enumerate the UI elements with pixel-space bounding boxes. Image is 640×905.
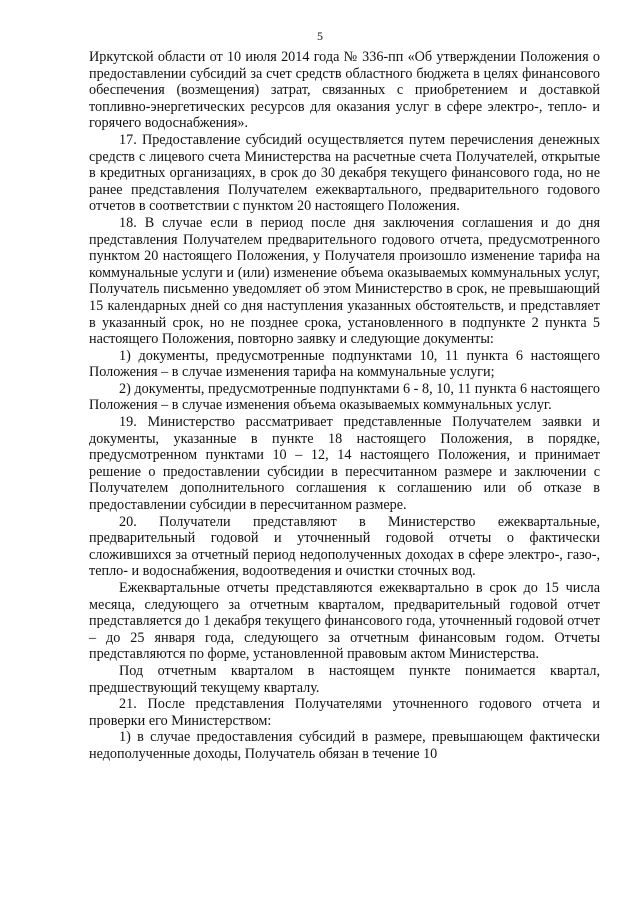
paragraph-20-reports: Ежеквартальные отчеты представляются ежеквартально в срок до 15 числа месяца, следующего за отчетным кварталом, предварительный годовой отчет представляется до 1 декабря текущего финансового года, уточненный годовой отчет – до 25 января года, следующего за отчетным финансовым годом. Отчеты представляются по форме, установленной правовым актом Министерства. (89, 580, 600, 663)
paragraph-18-item-1: 1) документы, предусмотренные подпунктами 10, 11 пункта 6 настоящего Положения – в случае изменения тарифа на коммунальные услуги; (89, 347, 600, 381)
page-number: 5 (317, 29, 323, 43)
paragraph-20-quarter: Под отчетным кварталом в настоящем пункте понимается квартал, предшествующий текущему кварталу. (89, 662, 600, 696)
paragraph-19: 19. Министерство рассматривает представленные Получателем заявки и документы, указанные в пункте 18 настоящего Положения, в порядке, предусмотренном пунктами 10 – 12, 14 настоящего Положения, и принимает решение о предоставлении субсидии в пересчитанном размере и заключении с Получателем дополнительного соглашения к соглашению или об отказе в предоставлении субсидии в пересчитанном размере. (89, 414, 600, 514)
paragraph-17: 17. Предоставление субсидий осуществляется путем перечисления денежных средств с лицевого счета Министерства на расчетные счета Получателей, открытые в кредитных организациях, в срок до 30 декабря текущего финансового года, но не ранее представления Получателем ежеквартального, предварительного годового отчетов в соответствии с пунктом 20 настоящего Положения. (89, 131, 600, 215)
paragraph-21-item-1: 1) в случае предоставления субсидий в размере, превышающем фактически недополученные доходы, Получатель обязан в течение 10 (89, 729, 600, 762)
paragraph-20: 20. Получатели представляют в Министерство ежеквартальные, предварительный годовой и уточненный годовой отчеты о фактически сложившихся за отчетный период недополученных доходах в сфере электро-, газо-, тепло- и водоснабжения, водоотведения и очистки сточных вод. (89, 513, 600, 580)
paragraph-18: 18. В случае если в период после дня заключения соглашения и до дня представления Получателем предварительного годового отчета, предусмотренного пунктом 20 настоящего Положения, у Получателя произошло изменение тарифа на коммунальные услуги и (или) изменение объема оказываемых коммунальных услуг, Получатель письменно уведомляет об этом Министерство в срок, не превышающий 15 календарных дней со дня наступления указанных обстоятельств, и представляет в указанный срок, но не позднее срока, установленного в подпункте 2 пункта 5 настоящего Положения, повторно заявку и следующие документы: (89, 214, 600, 348)
document-body (89, 49, 600, 763)
paragraph-21: 21. После представления Получателями уточненного годового отчета и проверки его Министерством: (89, 696, 600, 729)
paragraph-continuation: Иркутской области от 10 июля 2014 года № 336-пп «Об утверждении Положения о предоставлении субсидий за счет средств областного бюджета в целях финансового обеспечения (возмещения) затрат, связанных с приобретением и доставкой топливно-энергетических ресурсов для оказания услуг в сфере электро-, тепло- и горячего водоснабжения». (89, 49, 600, 132)
paragraph-18-item-2: 2) документы, предусмотренные подпунктами 6 - 8, 10, 11 пункта 6 настоящего Положения – в случае изменения объема оказываемых коммунальных услуг. (89, 380, 600, 414)
